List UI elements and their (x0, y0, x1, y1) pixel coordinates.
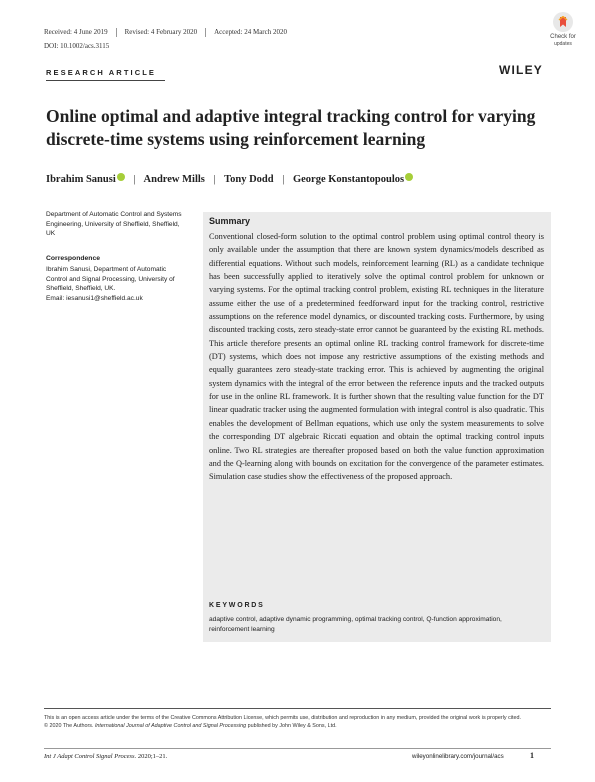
affiliation: Department of Automatic Control and Systems Engineering, University of Sheffield, Sheffield, UK (46, 211, 182, 238)
accepted-date: Accepted: 24 March 2020 (214, 28, 287, 36)
author-separator: | (213, 174, 216, 185)
correspondence-block (46, 265, 186, 303)
footnote-rule (44, 708, 551, 709)
copyright-suffix: published by John Wiley & Sons, Ltd. (246, 723, 337, 729)
date-separator (116, 28, 117, 37)
doi: DOI: 10.1002/acs.3115 (44, 42, 110, 50)
copyright-prefix: © 2020 The Authors. (44, 723, 95, 729)
orcid-icon[interactable] (405, 173, 413, 181)
author-name[interactable]: Andrew Mills (143, 174, 205, 185)
author-name[interactable]: Ibrahim Sanusi (46, 174, 116, 185)
journal-url[interactable]: wileyonlinelibrary.com/journal/acs (412, 753, 504, 760)
keywords-text: adaptive control, adaptive dynamic programming, optimal tracking control, Q-function approximation, reinforcement learning (209, 616, 502, 633)
check-for-updates-badge[interactable] (543, 12, 581, 54)
footer-rule (44, 748, 551, 749)
page-number: 1 (530, 751, 534, 760)
badge-line2: updates (554, 41, 572, 47)
author-separator: | (133, 174, 136, 185)
orcid-icon[interactable] (117, 173, 125, 181)
copyright-line (44, 722, 554, 730)
badge-line1: Check for (550, 34, 576, 40)
keywords-heading: KEYWORDS (209, 602, 265, 609)
journal-citation (44, 753, 167, 760)
summary-heading: Summary (209, 216, 251, 226)
journal-volume: 2020;1–21. (136, 753, 168, 760)
received-date: Received: 4 June 2019 (44, 28, 108, 36)
author-list (46, 173, 413, 185)
correspondence-email[interactable]: Email: iesanusi1@sheffield.ac.uk (46, 294, 143, 302)
journal-abbrev: Int J Adapt Control Signal Process. (44, 753, 137, 760)
article-type: RESEARCH ARTICLE (46, 68, 156, 77)
author-name[interactable]: George Konstantopoulos (292, 174, 405, 185)
author-separator: | (282, 174, 285, 185)
article-dates (44, 28, 287, 37)
license-line: This is an open access article under the terms of the Creative Commons Attribution License, which permits use, distribution and reproduction in any medium, provided the original work is properly cited. (44, 715, 522, 721)
author-name[interactable]: Tony Dodd (224, 174, 274, 185)
revised-date: Revised: 4 February 2020 (124, 28, 198, 36)
license-note (44, 714, 554, 730)
copyright-journal: International Journal of Adaptive Control and Signal Processing (94, 723, 247, 729)
publisher-logo: WILEY (499, 63, 543, 77)
correspondence-heading: Correspondence (46, 255, 101, 262)
check-for-updates-icon (553, 12, 573, 32)
correspondence-text: Ibrahim Sanusi, Department of Automatic Control and Signal Processing, University of Sheffield, Sheffield, UK. (46, 266, 175, 293)
article-type-rule (46, 80, 165, 81)
abstract-text: Conventional closed-form solution to the optimal control problem using optimal control theory is only available under the assumption that there are known system dynamics/models described as differential equations. Without such models, reinforcement learning (RL) as a candidate technique has been successfully applied to iteratively solve the optimal control problem for unknown or varying systems. For the optimal tracking control problem, existing RL techniques in the literature assume either the use of a predetermined feedforward input for the tracking control, restrictive assumptions on the reference model dynamics, or discounted tracking costs. Furthermore, by using discounted tracking costs, zero steady-state error cannot be guaranteed by the existing RL methods. This article therefore presents an optimal online RL tracking control framework for discrete-time (DT) systems, which does not impose any restrictive assumptions of the existing methods and equally guarantees zero steady-state tracking error. This is achieved by augmenting the original system dynamics with the integral of the error between the reference inputs and the tracked outputs for use in the online RL framework. It is further shown that the resulting value function for the DT linear quadratic tracker using the augmented formulation with integral control is also quadratic. This enables the development of Bellman equations, which use only the system measurements to solve the corresponding DT algebraic Riccati equation and obtain the optimal tracking control inputs online. Two RL strategies are thereafter proposed based on both the value function approximation and the Q-learning along with bounds on excitation for the convergence of the parameter estimates. Simulation case studies show the effectiveness of the proposed approach. (209, 232, 544, 482)
date-separator (205, 28, 206, 37)
article-title: Online optimal and adaptive integral tracking control for varying discrete-time systems using reinforcement learning (46, 106, 536, 149)
